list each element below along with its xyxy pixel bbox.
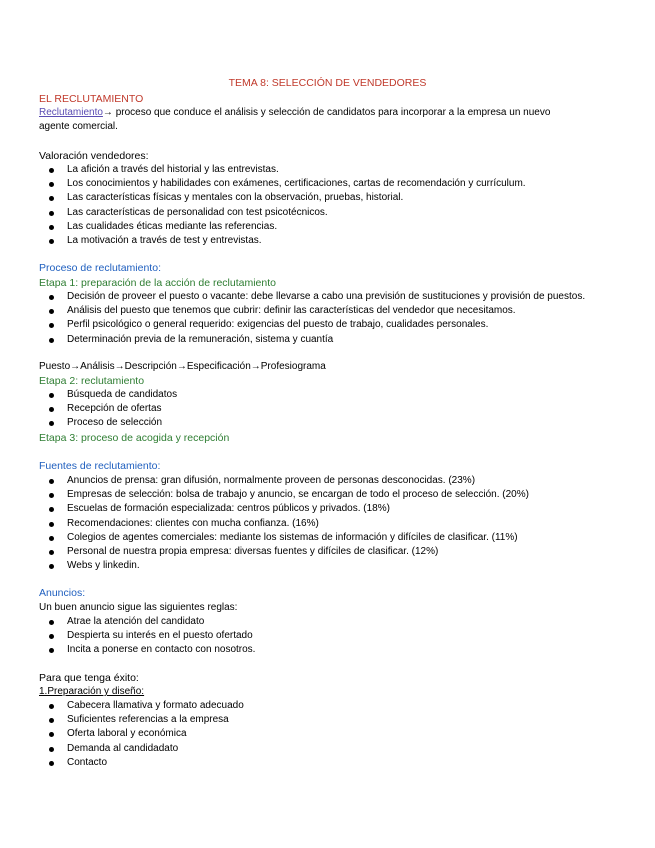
list-item: Oferta laboral y económica: [48, 727, 244, 741]
bullet-icon: [49, 309, 54, 314]
list-item: Contacto: [48, 756, 244, 770]
valoracion-list: [48, 163, 526, 248]
bullet-icon: [49, 564, 54, 569]
bullet-icon: [49, 196, 54, 201]
bullet-icon: [49, 718, 54, 723]
bullet-icon: [49, 704, 54, 709]
list-item: La motivación a través de test y entrevistas.: [48, 234, 526, 248]
anuncios-heading: Anuncios:: [39, 587, 86, 599]
list-item: Decisión de proveer el puesto o vacante: debe llevarse a cabo una previsión de sustituciones y provisión de puestos.: [48, 290, 587, 304]
fuentes-list: [48, 474, 529, 573]
list-item: Empresas de selección: bolsa de trabajo y anuncio, se encargan de todo el proceso de selección. (20%): [48, 488, 529, 502]
bullet-icon: [49, 761, 54, 766]
bullet-icon: [49, 522, 54, 527]
bullet-icon: [49, 634, 54, 639]
list-item: Colegios de agentes comerciales: mediante los sistemas de información y difíciles de clasificar. (11%): [48, 531, 529, 545]
list-item: Anuncios de prensa: gran difusión, normalmente proveen de personas desconocidas. (23%): [48, 474, 529, 488]
exito-heading: Para que tenga éxito:: [39, 672, 139, 684]
valoracion-heading: Valoración vendedores:: [39, 150, 149, 162]
fuentes-heading: Fuentes de reclutamiento:: [39, 460, 161, 472]
list-item: Búsqueda de candidatos: [48, 388, 177, 402]
definition-text-cont: agente comercial.: [39, 121, 118, 132]
anuncios-intro: Un buen anuncio sigue las siguientes reglas:: [39, 602, 238, 613]
bullet-icon: [49, 295, 54, 300]
list-item: Los conocimientos y habilidades con exámenes, certificaciones, cartas de recomendación y currículum.: [48, 177, 526, 191]
etapa-1-list: [48, 290, 587, 347]
bullet-icon: [49, 407, 54, 412]
list-item: Proceso de selección: [48, 416, 177, 430]
etapa-2-list: [48, 388, 177, 431]
definition-line: [39, 107, 550, 119]
bullet-icon: [49, 225, 54, 230]
bullet-icon: [49, 168, 54, 173]
list-item: Escuelas de formación especializada: centros públicos y privados. (18%): [48, 502, 529, 516]
bullet-icon: [49, 182, 54, 187]
bullet-icon: [49, 323, 54, 328]
list-item: Incita a ponerse en contacto con nosotros.: [48, 643, 255, 657]
bullet-icon: [49, 747, 54, 752]
bullet-icon: [49, 620, 54, 625]
bullet-icon: [49, 239, 54, 244]
bullet-icon: [49, 732, 54, 737]
list-item: Webs y linkedin.: [48, 559, 529, 573]
list-item: Análisis del puesto que tenemos que cubrir: definir las características del vendedor que necesitamos.: [48, 304, 587, 318]
proceso-heading: Proceso de reclutamiento:: [39, 262, 161, 274]
etapa-3-heading: Etapa 3: proceso de acogida y recepción: [39, 432, 230, 444]
list-item: Atrae la atención del candidato: [48, 615, 255, 629]
list-item: La afición a través del historial y las entrevistas.: [48, 163, 526, 177]
list-item: Las características de personalidad con test psicotécnicos.: [48, 206, 526, 220]
page-title: TEMA 8: SELECCIÓN DE VENDEDORES: [228, 77, 427, 89]
list-item: Recomendaciones: clientes con mucha confianza. (16%): [48, 517, 529, 531]
exito-list: [48, 699, 244, 770]
definition-term-link[interactable]: Reclutamiento: [39, 107, 103, 118]
section-heading-reclutamiento: EL RECLUTAMIENTO: [39, 93, 144, 105]
bullet-icon: [49, 493, 54, 498]
exito-subheading: 1.Preparación y diseño:: [39, 686, 145, 697]
bullet-icon: [49, 648, 54, 653]
definition-text: → proceso que conduce el análisis y selección de candidatos para incorporar a la empresa un nuevo: [102, 107, 551, 118]
list-item: Recepción de ofertas: [48, 402, 177, 416]
bullet-icon: [49, 536, 54, 541]
list-item: Cabecera llamativa y formato adecuado: [48, 699, 244, 713]
bullet-icon: [49, 507, 54, 512]
bullet-icon: [49, 393, 54, 398]
etapa-1-heading: Etapa 1: preparación de la acción de reclutamiento: [39, 277, 276, 289]
list-item: Suficientes referencias a la empresa: [48, 713, 244, 727]
list-item: Personal de nuestra propia empresa: diversas fuentes y difíciles de clasificar. (12%): [48, 545, 529, 559]
etapa-2-heading: Etapa 2: reclutamiento: [39, 375, 145, 387]
bullet-icon: [49, 338, 54, 343]
list-item: Demanda al candidadato: [48, 742, 244, 756]
bullet-icon: [49, 421, 54, 426]
bullet-icon: [49, 550, 54, 555]
list-item: Las cualidades éticas mediante las referencias.: [48, 220, 526, 234]
bullet-icon: [49, 211, 54, 216]
anuncios-list: [48, 615, 255, 658]
list-item: Perfil psicológico o general requerido: exigencias del puesto de trabajo, cualidades personales.: [48, 318, 587, 332]
list-item: Determinación previa de la remuneración, sistema y cuantía: [48, 333, 587, 347]
flow-line: Puesto→Análisis→Descripción→Especificación→Profesiograma: [39, 361, 326, 372]
bullet-icon: [49, 479, 54, 484]
list-item: Despierta su interés en el puesto ofertado: [48, 629, 255, 643]
list-item: Las características físicas y mentales con la observación, pruebas, historial.: [48, 191, 526, 205]
